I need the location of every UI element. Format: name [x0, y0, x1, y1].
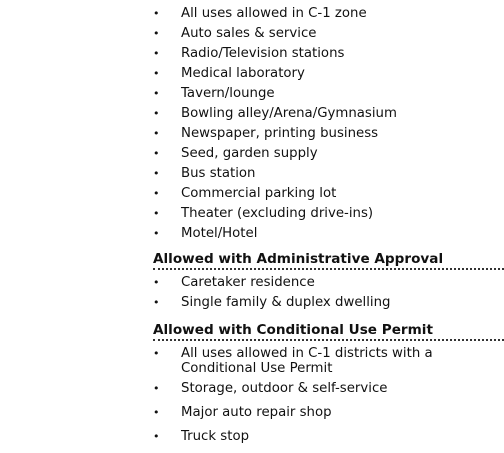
bullet-icon: •	[153, 27, 160, 40]
bullet-icon: •	[153, 347, 160, 360]
list-item-text: Seed, garden supply	[181, 146, 318, 161]
list-item-text: Motel/Hotel	[181, 226, 258, 241]
bullet-icon: •	[153, 87, 160, 100]
list-item	[153, 226, 504, 246]
dotted-divider	[153, 268, 504, 270]
bullet-icon: •	[153, 296, 160, 309]
list-item-text: Auto sales & service	[181, 26, 317, 41]
section-heading-conditional-use-permit: Allowed with Conditional Use Permit	[153, 322, 433, 338]
bullet-icon: •	[153, 382, 160, 395]
list-item	[153, 346, 504, 381]
list-item-text: Tavern/lounge	[181, 86, 275, 101]
list-item-text: Major auto repair shop	[181, 405, 332, 420]
list-item	[153, 275, 504, 295]
list-item	[153, 381, 504, 405]
list-item-text: Newspaper, printing business	[181, 126, 379, 141]
bullet-icon: •	[153, 127, 160, 140]
bullet-icon: •	[153, 207, 160, 220]
list-item	[153, 146, 504, 166]
list-item	[153, 186, 504, 206]
list-item-text: Bowling alley/Arena/Gymnasium	[181, 106, 397, 121]
list-item	[153, 106, 504, 126]
permitted-uses-list	[153, 6, 504, 246]
list-item	[153, 26, 504, 46]
bullet-icon: •	[153, 167, 160, 180]
bullet-icon: •	[153, 147, 160, 160]
list-item	[153, 86, 504, 106]
bullet-icon: •	[153, 67, 160, 80]
list-item-text: Radio/Television stations	[181, 46, 345, 61]
list-item-text: Theater (excluding drive-ins)	[181, 206, 374, 221]
list-item	[153, 405, 504, 429]
list-item-text: Single family & duplex dwelling	[181, 295, 391, 310]
list-item	[153, 166, 504, 186]
list-item	[153, 66, 504, 86]
list-item-text: All uses allowed in C-1 zone	[181, 6, 367, 21]
list-item-text: Commercial parking lot	[181, 186, 337, 201]
list-item	[153, 46, 504, 66]
section-heading-administrative-approval: Allowed with Administrative Approval	[153, 251, 444, 267]
administrative-approval-list	[153, 275, 504, 315]
bullet-icon: •	[153, 187, 160, 200]
list-item-text: Truck stop	[181, 429, 250, 444]
bullet-icon: •	[153, 47, 160, 60]
list-item-text: Bus station	[181, 166, 256, 181]
list-item	[153, 6, 504, 26]
list-item-text: Caretaker residence	[181, 275, 315, 290]
bullet-icon: •	[153, 276, 160, 289]
bullet-icon: •	[153, 107, 160, 120]
bullet-icon: •	[153, 430, 160, 443]
list-item	[153, 126, 504, 146]
list-item-text: Medical laboratory	[181, 66, 305, 81]
list-item-text: Storage, outdoor & self-service	[181, 381, 388, 396]
list-item	[153, 295, 504, 315]
bullet-icon: •	[153, 406, 160, 419]
bullet-icon: •	[153, 7, 160, 20]
bullet-icon: •	[153, 227, 160, 240]
list-item-text: All uses allowed in C-1 districts with a Conditional Use Permit	[181, 346, 433, 376]
list-item	[153, 206, 504, 226]
dotted-divider	[153, 339, 504, 341]
list-item	[153, 429, 504, 453]
conditional-use-permit-list	[153, 346, 504, 453]
